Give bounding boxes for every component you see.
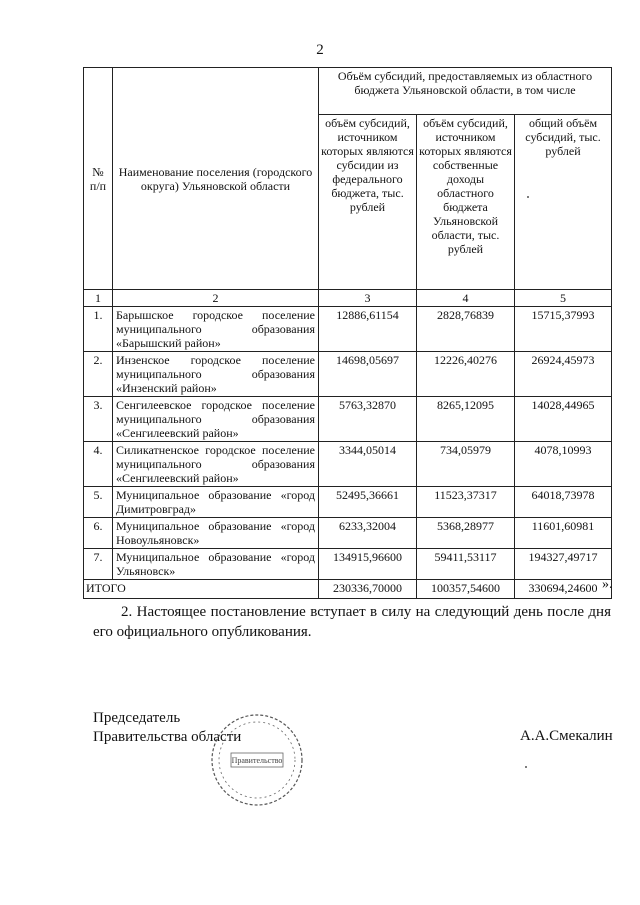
header-federal-subsidy: объём субсидий, источником которых являются субсидии из федерального бюджета, тыс. рублей [319,115,417,290]
total-federal-value: 230336,70000 [319,580,417,599]
header-settlement-name: Наименование поселения (городского округа) Ульяновской области [113,68,319,290]
federal-value: 6233,32004 [319,518,417,549]
header-subsidy-group: Объём субсидий, предоставляемых из областного бюджета Ульяновской области, в том числе [319,68,612,115]
regional-value: 5368,28977 [417,518,515,549]
total-label: ИТОГО [84,580,319,599]
row-number: 3. [84,397,113,442]
page-number: 2 [316,42,324,58]
settlement-name: Муниципальное образование «город Димитровград» [113,487,319,518]
column-index: 3 [319,290,417,307]
official-seal-stamp [209,712,305,808]
column-index: 1 [84,290,113,307]
total-value: 11601,60981 [515,518,612,549]
table-row [84,549,612,580]
column-index: 2 [113,290,319,307]
row-number: 6. [84,518,113,549]
regional-value: 11523,37317 [417,487,515,518]
settlement-name: Муниципальное образование «город Новоульяновск» [113,518,319,549]
column-index: 5 [515,290,612,307]
federal-value: 134915,96600 [319,549,417,580]
scan-speck [527,196,529,198]
table-row [84,397,612,442]
row-number: 2. [84,352,113,397]
table-row [84,352,612,397]
total-value: 194327,49717 [515,549,612,580]
total-value: 15715,37993 [515,307,612,352]
total-row [84,580,612,599]
total-value: 4078,10993 [515,442,612,487]
settlement-name: Инзенское городское поселение муниципального образования «Инзенский район» [113,352,319,397]
signatory-title-line: Председатель [93,710,181,726]
regional-value: 8265,12095 [417,397,515,442]
row-number: 7. [84,549,113,580]
effective-date-paragraph: 2. Настоящее постановление вступает в силу на следующий день после дня его официального опубликования. [93,604,611,640]
table-row [84,487,612,518]
settlement-name: Барышское городское поселение муниципального образования «Барышский район» [113,307,319,352]
signatory-name: А.А.Смекалин [520,728,613,744]
regional-value: 12226,40276 [417,352,515,397]
total-regional-value: 100357,54600 [417,580,515,599]
total-value: 26924,45973 [515,352,612,397]
header-number: № п/п [84,68,113,290]
row-number: 5. [84,487,113,518]
federal-value: 12886,61154 [319,307,417,352]
row-number: 4. [84,442,113,487]
federal-value: 52495,36661 [319,487,417,518]
header-total-subsidy: общий объём субсидий, тыс. рублей [515,115,612,290]
table-row [84,307,612,352]
header-regional-subsidy: объём субсидий, источником которых являются собственные доходы областного бюджета Ульяновской области, тыс. рублей [417,115,515,290]
column-index: 4 [417,290,515,307]
total-overall-value: 330694,24600 [515,580,612,599]
settlement-name: Муниципальное образование «город Ульяновск» [113,549,319,580]
settlement-name: Сенгилеевское городское поселение муниципального образования «Сенгилеевский район» [113,397,319,442]
regional-value: 2828,76839 [417,307,515,352]
federal-value: 3344,05014 [319,442,417,487]
svg-text:Правительство: Правительство [231,756,283,765]
closing-quote-mark: ». [602,577,613,592]
subsidy-table [83,67,612,599]
signatory-title-line: Правительства области [93,729,242,745]
regional-value: 59411,53117 [417,549,515,580]
row-number: 1. [84,307,113,352]
settlement-name: Силикатненское городское поселение муниципального образования «Сенгилеевский район» [113,442,319,487]
table-row [84,442,612,487]
total-value: 14028,44965 [515,397,612,442]
regional-value: 734,05979 [417,442,515,487]
federal-value: 14698,05697 [319,352,417,397]
scan-speck [525,766,527,768]
federal-value: 5763,32870 [319,397,417,442]
table-row [84,518,612,549]
total-value: 64018,73978 [515,487,612,518]
